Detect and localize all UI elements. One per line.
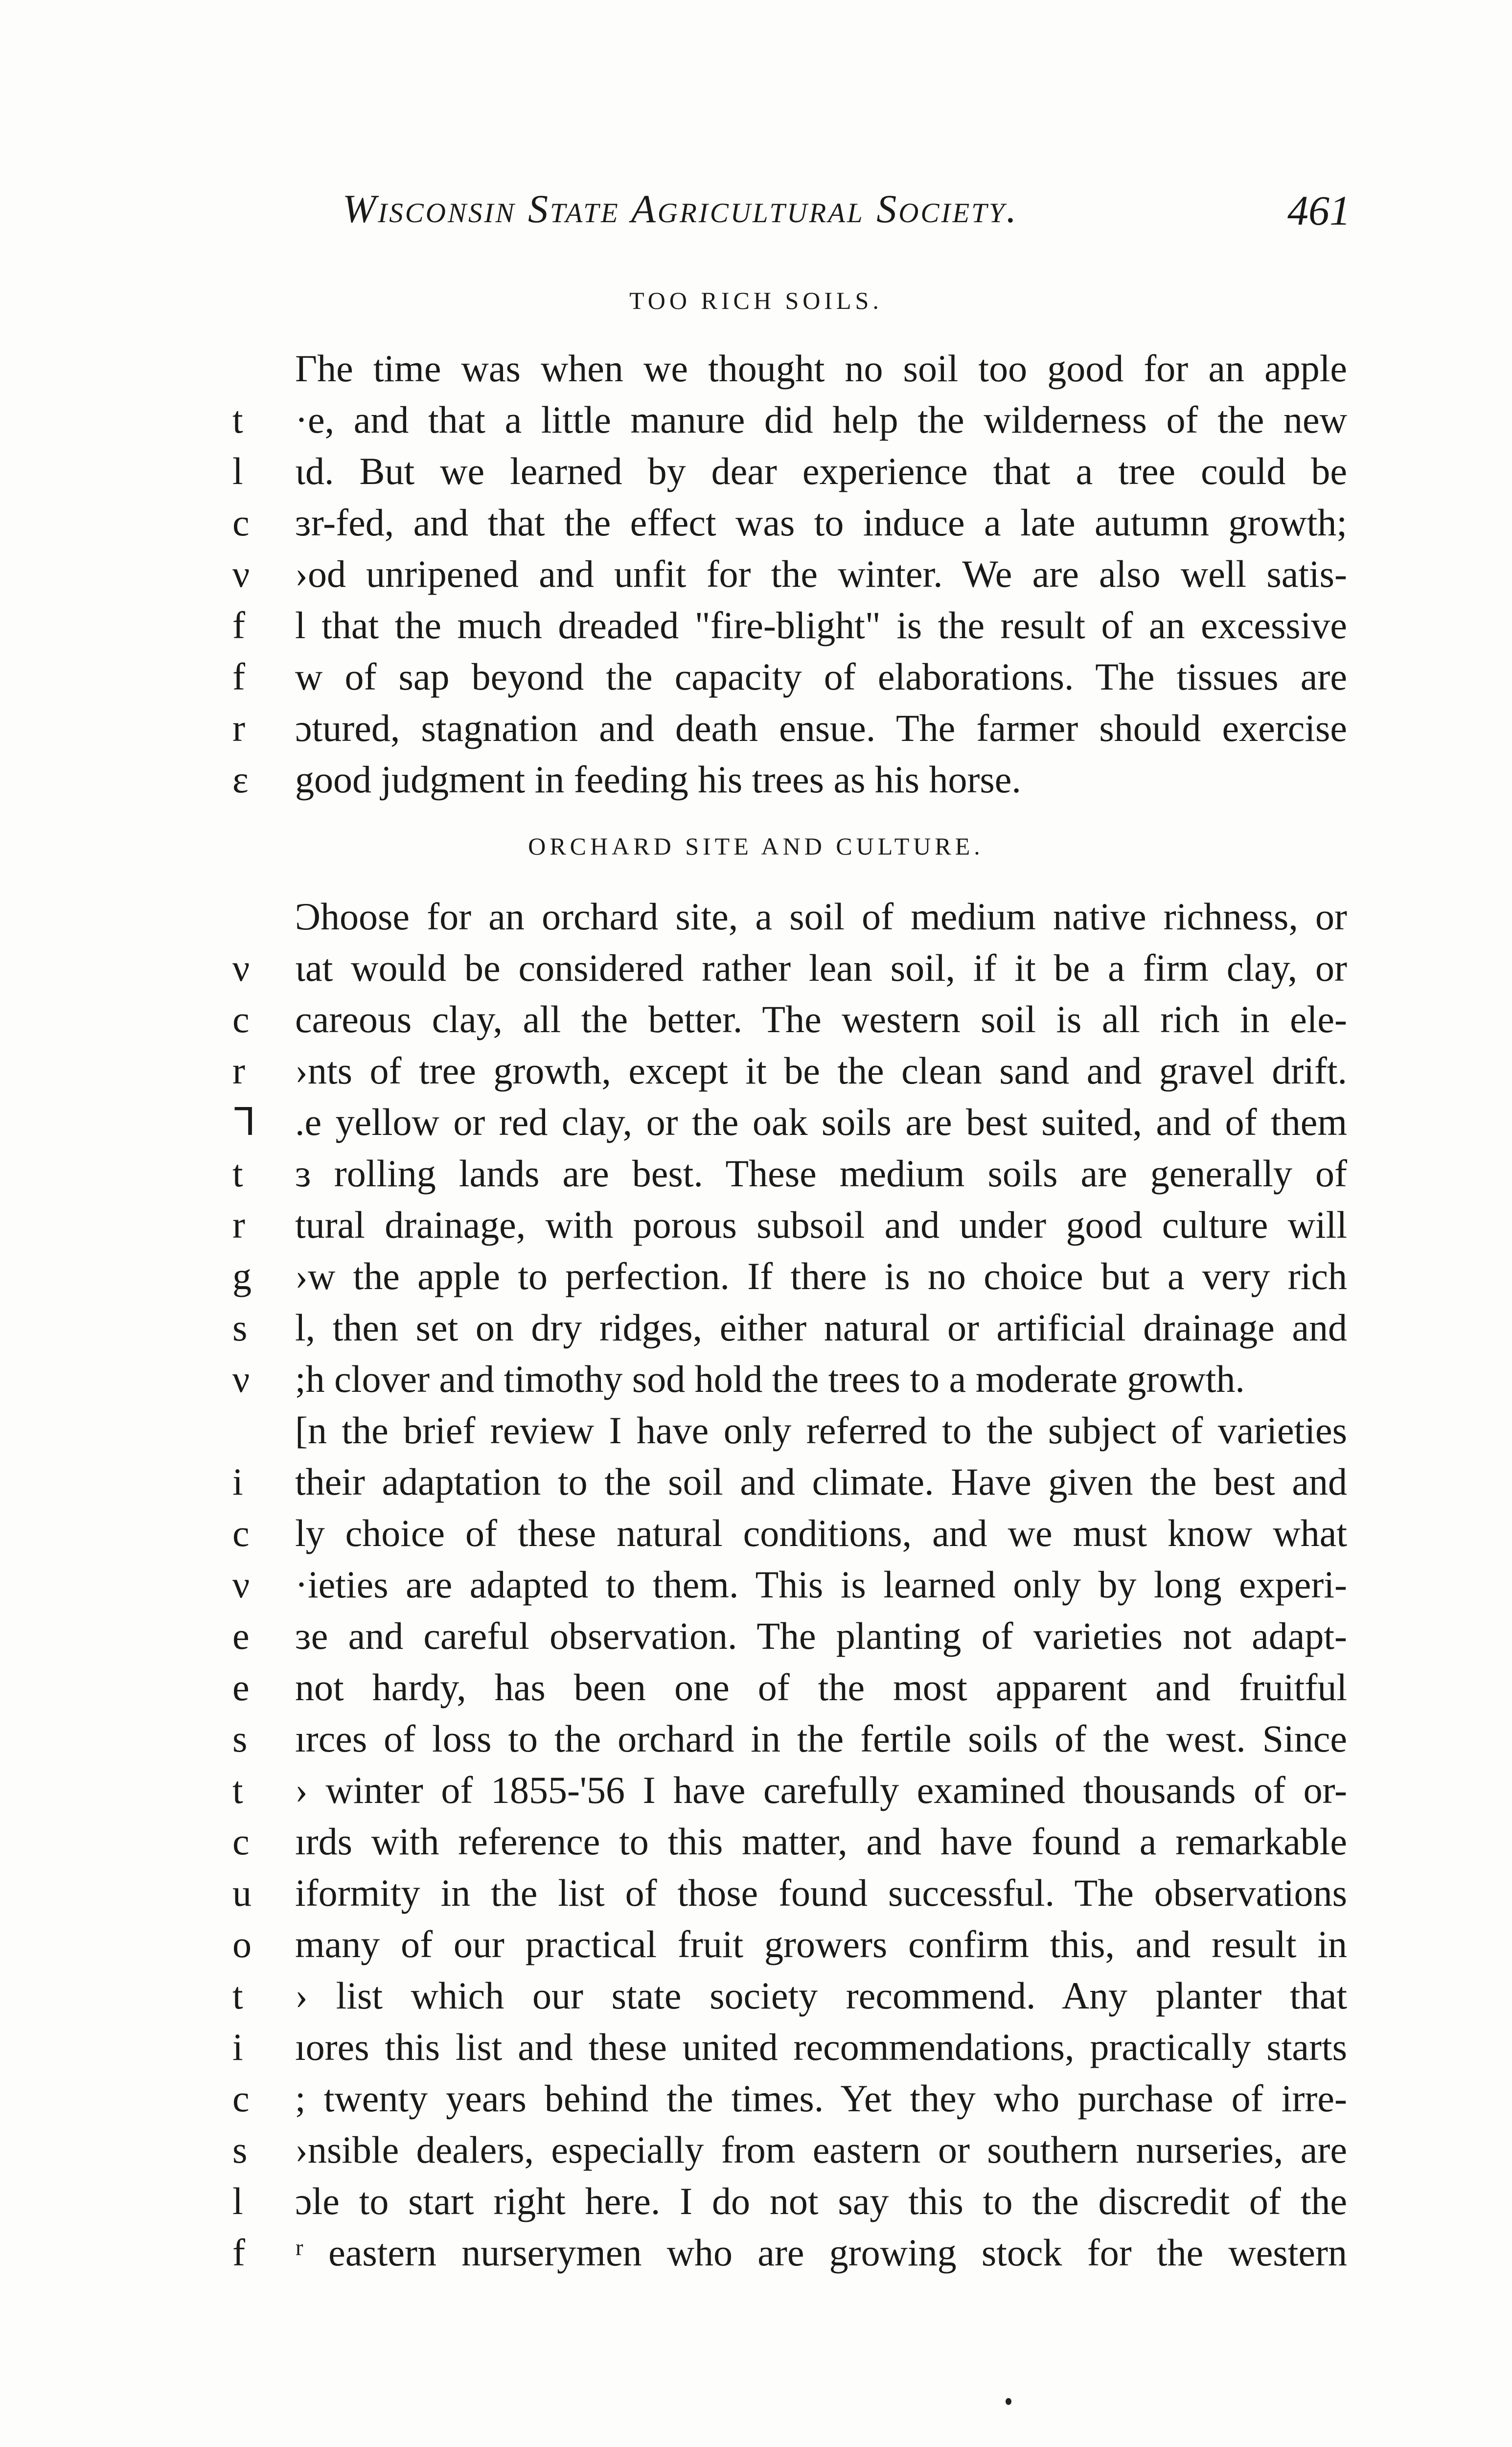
margin-fragment: r [232,1049,245,1092]
margin-fragment: i [232,2026,243,2068]
text-line [232,445,1348,497]
margin-fragment: e [232,1615,250,1657]
text-line [232,2124,1348,2175]
text-line [232,2073,1348,2124]
line-text: ›w the apple to perfection. If there is no choice but a very rich [295,1255,1347,1297]
text-line [232,1456,1348,1507]
text-line [232,1507,1348,1559]
text-line [232,1250,1348,1302]
line-text: ɔtured, stagnation and death ensue. The farmer should exercise [295,707,1347,749]
line-text: ɔle to start right here. I do not say this to the discredit of the [295,2180,1347,2222]
line-text: ʳ eastern nurserymen who are growing stock for the western [295,2231,1347,2274]
line-text: l, then set on dry ridges, either natural or artificial drainage and [295,1306,1347,1349]
text-line [232,1199,1348,1250]
text-line [232,1148,1348,1199]
line-text: iformity in the list of those found successful. The observations [295,1871,1347,1914]
line-text: ›od unripened and unfit for the winter. We are also well satis- [295,553,1347,595]
margin-fragment: r [232,1203,245,1246]
line-text: Гhe time was when we thought no soil too good for an apple [295,347,1347,390]
ink-speck [1006,2398,1011,2405]
margin-fragment: l [232,2180,243,2222]
line-text: ;h clover and timothy sod hold the trees to a moderate growth. [295,1358,1245,1400]
text-line [232,1405,1348,1456]
margin-fragment: r [232,707,245,749]
line-text: good judgment in feeding his trees as his horse. [295,758,1021,801]
line-text: careous clay, all the better. The western soil is all rich in ele- [295,998,1347,1040]
line-text: ɜ rolling lands are best. These medium soils are generally of [295,1152,1347,1195]
text-line [232,754,1348,805]
margin-fragment: e [232,1666,250,1708]
text-line [232,1662,1348,1713]
line-text: not hardy, has been one of the most apparent and fruitful [295,1666,1347,1708]
line-text: › list which our state society recommend. Any planter that [295,1974,1347,2017]
text-line [232,548,1348,600]
margin-fragment: c [232,1512,250,1554]
margin-fragment: f [232,2231,245,2274]
margin-fragment: t [232,398,243,441]
line-text: .e yellow or red clay, or the oak soils are best suited, and of them [295,1101,1347,1143]
text-line [232,1045,1348,1096]
margin-fragment: ɛ [232,758,249,801]
margin-fragment: c [232,998,250,1040]
line-text: ırces of loss to the orchard in the fertile soils of the west. Since [295,1717,1347,1760]
line-text: ɩd. But we learned by dear experience that a tree could be [295,450,1347,492]
margin-fragment: ν [232,553,250,595]
running-title: Wisconsin State Agricultural Society. [343,186,1019,231]
text-line [232,2227,1348,2278]
margin-fragment: ν [232,1563,250,1606]
text-line [232,394,1348,445]
line-text: ·e, and that a little manure did help the wilderness of the new [295,398,1347,441]
text-line [232,1867,1348,1918]
text-line [232,1764,1348,1816]
text-line [232,942,1348,993]
margin-fragment: t [232,1152,243,1195]
line-text: many of our practical fruit growers confirm this, and result in [295,1923,1347,1965]
line-text: ɜr-fed, and that the effect was to induce a late autumn growth; [295,501,1347,544]
line-text: l that the much dreaded "fire-blight" is the result of an excessive [295,604,1347,646]
margin-fragment: g [232,1255,252,1297]
text-line [232,1970,1348,2021]
line-text: ly choice of these natural conditions, and we must know what [295,1512,1347,1554]
margin-fragment: u [232,1871,252,1914]
text-line [232,2021,1348,2073]
line-text: ›nts of tree growth, except it be the clean sand and gravel drift. [295,1049,1347,1092]
section-heading-too-rich-soils: TOO RICH SOILS. [629,287,883,314]
margin-fragment: o [232,1923,252,1965]
text-line [232,1302,1348,1353]
margin-fragment: f [232,655,245,698]
margin-fragment: c [232,1820,250,1863]
text-line [232,1096,1348,1148]
text-line [232,993,1348,1045]
margin-fragment: ᒣ [232,1101,256,1143]
margin-fragment: i [232,1460,243,1503]
margin-fragment: t [232,1769,243,1811]
text-line [232,1353,1348,1405]
line-text: › winter of 1855-'56 I have carefully examined thousands of or- [295,1769,1347,1811]
text-line [232,1918,1348,1970]
line-text: Ͻhoose for an orchard site, a soil of medium native richness, or [295,895,1347,938]
text-line [232,1610,1348,1662]
text-line [232,600,1348,651]
margin-fragment: ν [232,946,250,989]
margin-fragment: s [232,1717,248,1760]
text-line [232,343,1348,394]
line-text: w of sap beyond the capacity of elaborations. The tissues are [295,655,1347,698]
text-line [232,1559,1348,1610]
line-text: ›nsible dealers, especially from eastern or southern nurseries, are [295,2128,1347,2171]
line-text: [n the brief review I have only referred to the subject of varieties [295,1409,1347,1452]
margin-fragment: t [232,1974,243,2017]
margin-fragment: ν [232,1358,250,1400]
text-line [232,2175,1348,2227]
margin-fragment: f [232,604,245,646]
line-text: ·ieties are adapted to them. This is learned only by long experi- [295,1563,1347,1606]
margin-fragment: c [232,2077,250,2120]
line-text: ıores this list and these united recommendations, practically starts [295,2026,1347,2068]
text-line [232,1816,1348,1867]
text-line [232,651,1348,702]
line-text: their adaptation to the soil and climate. Have given the best and [295,1460,1347,1503]
page-number: 461 [1287,187,1351,234]
text-line [232,702,1348,754]
line-text: ırds with reference to this matter, and have found a remarkable [295,1820,1347,1863]
section-heading-orchard-site: ORCHARD SITE AND CULTURE. [528,832,984,860]
margin-fragment: c [232,501,250,544]
margin-fragment: s [232,1306,248,1349]
line-text: ɩat would be considered rather lean soil, if it be a firm clay, or [295,946,1347,989]
margin-fragment: s [232,2128,248,2171]
running-header [343,186,1351,240]
line-text: tural drainage, with porous subsoil and under good culture will [295,1203,1347,1246]
section-body-too-rich-soils [232,343,1348,805]
margin-fragment: l [232,450,243,492]
section-body-orchard-site [232,891,1348,2278]
line-text: ɜe and careful observation. The planting of varieties not adapt- [295,1615,1347,1657]
text-line [232,891,1348,942]
text-line [232,497,1348,548]
line-text: ; twenty years behind the times. Yet they who purchase of irre- [295,2077,1347,2120]
text-line [232,1713,1348,1764]
